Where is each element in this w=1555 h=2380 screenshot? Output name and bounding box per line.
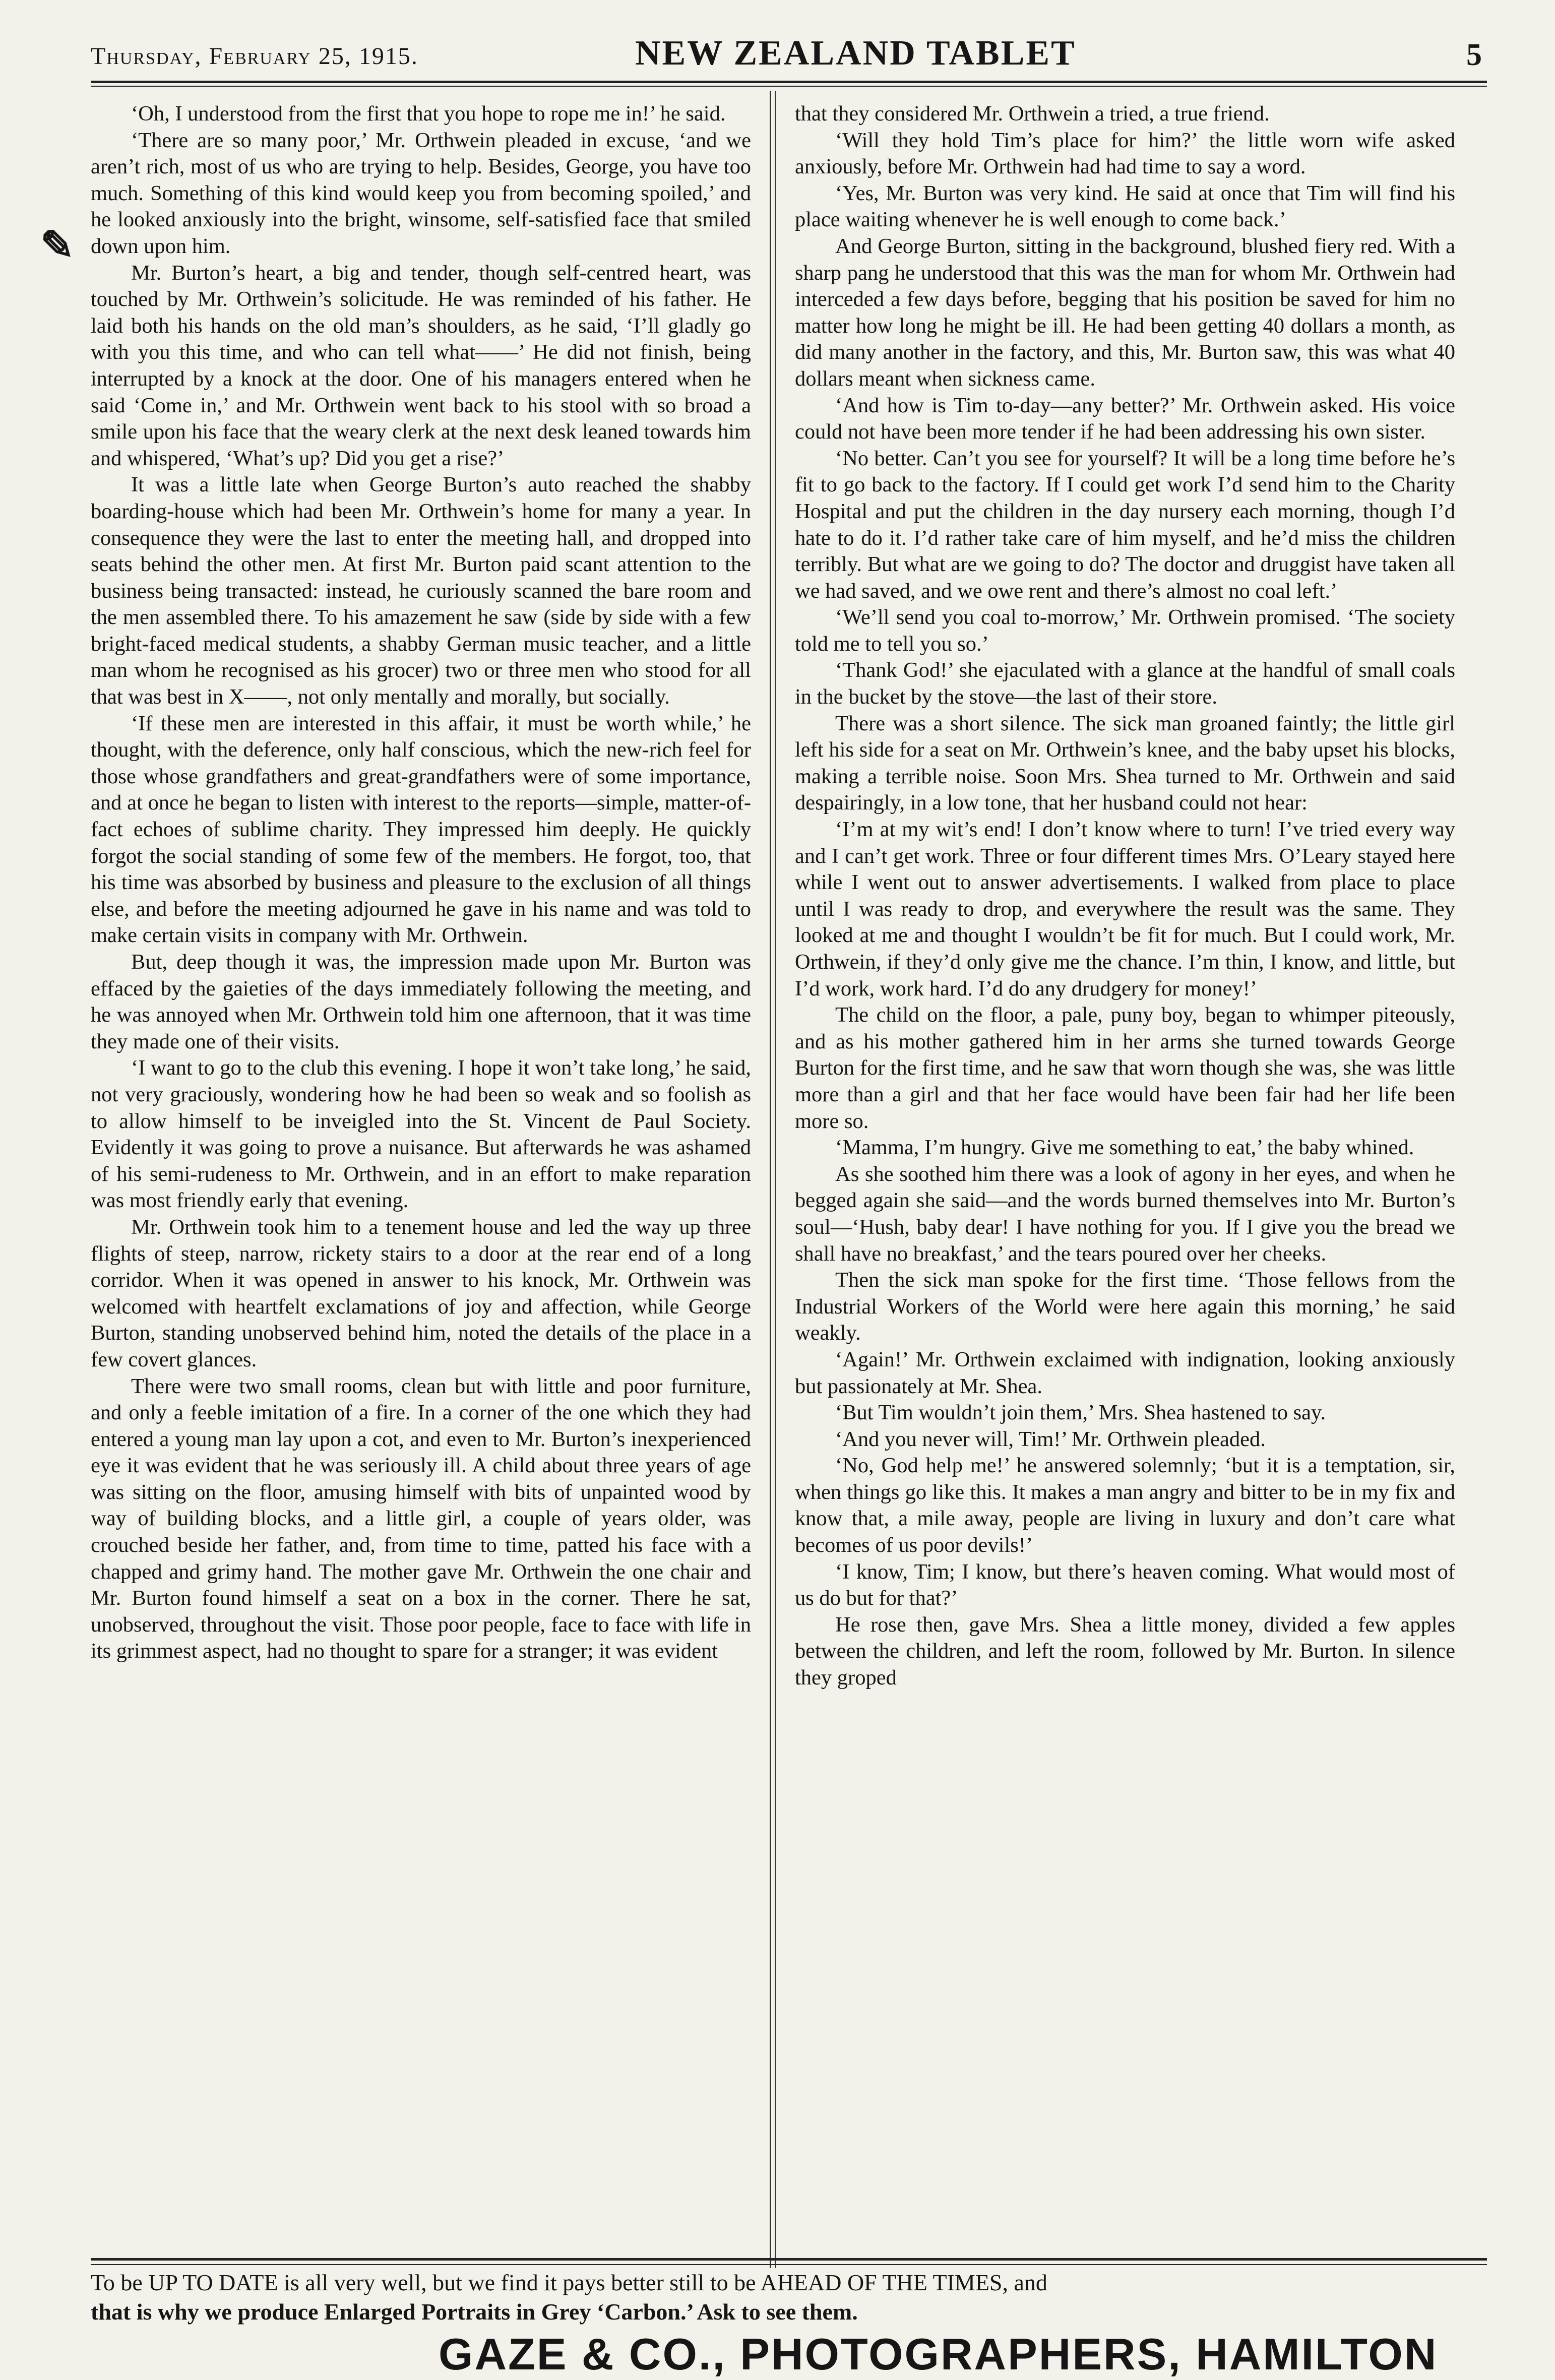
advertisement — [91, 2268, 1487, 2379]
paragraph: ‘But Tim wouldn’t join them,’ Mrs. Shea hastened to say. — [835, 1401, 1326, 1425]
paragraph: ‘We’ll send you coal to-morrow,’ Mr. Orthwein promised. ‘The society told me to tell you so.’ — [795, 605, 1455, 656]
paragraph: ‘There are so many poor,’ Mr. Orthwein pleaded in excuse, ‘and we aren’t rich, most of us who are trying to help. Besides, George, you have too much. Something of this kind would keep you from becoming spoiled,’ and he looked anxiously into the bright, winsome, self-satisfied face that smiled down upon him. — [91, 128, 751, 258]
paragraph: ‘If these men are interested in this affair, it must be worth while,’ he thought, with the deference, only half conscious, which the new-rich feel for those whose grandfathers and great-grandfathers were of some importance, and at once he began to listen with interest to the reports—simple, matter-of-fact echoes of sublime charity. They impressed him deeply. He quickly forgot the social standing of some few of the members. He forgot, too, that his time was absorbed by business and pleasure to the exclusion of all things else, and before the meeting adjourned he gave in his name and was told to make certain visits in company with Mr. Orthwein. — [91, 711, 751, 948]
page-header — [91, 33, 1482, 79]
paragraph: ‘No better. Can’t you see for yourself? It will be a long time before he’s fit to go back to the factory. If I could get work I’d send him to the Charity Hospital and put the children in the day nursery each morning, though I’d hate to do it. I’d rather take care of him myself, and he’d miss the children terribly. But what are we going to do? The doctor and druggist have taken all we had saved, and we owe rent and there’s almost no coal left.’ — [795, 446, 1455, 603]
paragraph: It was a little late when George Burton’s auto reached the shabby boarding-house which had been Mr. Orthwein’s home for many a year. In consequence they were the last to enter the meeting hall, and dropped into seats behind the other men. At first Mr. Burton paid scant attention to the business being transacted: instead, he curiously scanned the bare room and the men assembled there. To his amazement he saw (side by side with a few bright-faced medical students, a shabby German music teacher, and a little man whom he recognised as his grocer) two or three men who stood for all that was best in X——, not only mentally and morally, but socially. — [91, 473, 751, 709]
ad-line-1: To be UP TO DATE is all very well, but we find it pays better still to be AHEAD OF THE TIMES, and — [91, 2270, 1047, 2295]
paragraph: ‘Mamma, I’m hungry. Give me something to eat,’ the baby whined. — [835, 1136, 1414, 1160]
paragraph: ‘I know, Tim; I know, but there’s heaven coming. What would most of us do but for that?’ — [795, 1559, 1455, 1610]
paragraph: ‘Yes, Mr. Burton was very kind. He said at once that Tim will find his place waiting whenever he is well enough to come back.’ — [795, 181, 1455, 232]
masthead-title: NEW ZEALAND TABLET — [635, 34, 1076, 73]
paragraph: ‘Again!’ Mr. Orthwein exclaimed with indignation, looking anxiously but passionately at Mr. Shea. — [795, 1347, 1455, 1398]
column-divider — [770, 91, 771, 2268]
paragraph: Mr. Orthwein took him to a tenement house and led the way up three flights of steep, narrow, rickety stairs to a door at the rear end of a long corridor. When it was opened in answer to his knock, Mr. Orthwein was welcomed with heartfelt exclamations of joy and affection, while George Burton, standing unobserved behind him, noted the details of the place in a few covert glances. — [91, 1215, 751, 1371]
header-rule — [91, 81, 1487, 83]
ad-firm-name: GAZE & CO., PHOTOGRAPHERS, HAMILTON — [439, 2329, 1438, 2379]
paragraph: that they considered Mr. Orthwein a tried, a true friend. — [795, 102, 1270, 126]
paragraph: ‘And how is Tim to-day—any better?’ Mr. Orthwein asked. His voice could not have been more tender if he had been addressing his own sister. — [795, 393, 1455, 444]
paragraph: ‘Oh, I understood from the first that you hope to rope me in!’ he said. — [131, 102, 726, 126]
paragraph: There was a short silence. The sick man groaned faintly; the little girl left his side for a seat on Mr. Orthwein’s knee, and the baby upset his blocks, making a terrible noise. Soon Mrs. Shea turned to Mr. Orthwein and said despairingly, in a low tone, that her husband could not hear: — [795, 711, 1455, 815]
paragraph: ‘Thank God!’ she ejaculated with a glance at the handful of small coals in the bucket by the stove—the last of their store. — [795, 658, 1455, 709]
footer-rule-thin — [91, 2264, 1487, 2265]
paragraph: ‘Will they hold Tim’s place for him?’ the little worn wife asked anxiously, before Mr. Orthwein had had time to say a word. — [795, 128, 1455, 179]
footer-rule — [91, 2258, 1487, 2261]
margin-mark-icon: ✎ — [40, 224, 75, 268]
paragraph: And George Burton, sitting in the background, blushed fiery red. With a sharp pang he understood that this was the man for whom Mr. Orthwein had interceded a few days before, begging that his position be saved for him no matter how long he might be ill. He had been getting 40 dollars a month, as did many another in the factory, and this, Mr. Burton saw, this was what 40 dollars meant when sickness came. — [795, 234, 1455, 391]
paragraph: He rose then, gave Mrs. Shea a little money, divided a few apples between the children, and left the room, followed by Mr. Burton. In silence they groped — [795, 1612, 1455, 1690]
issue-date: Thursday, February 25, 1915. — [91, 43, 418, 70]
ad-line-2: that is why we produce Enlarged Portraits in Grey ‘Carbon.’ Ask to see them. — [91, 2299, 858, 2325]
paragraph: ‘I’m at my wit’s end! I don’t know where to turn! I’ve tried every way and I can’t get work. Three or four different times Mrs. O’Leary stayed here while I went out to answer advertisements. I walked from place to place until I was ready to drop, and everywhere the result was the same. They looked at me and thought I wouldn’t be fit for much. But I could work, Mr. Orthwein, if they’d only give me the chance. I’m thin, I know, and little, but I’d work, work hard. I’d do any drudgery for money!’ — [795, 818, 1455, 1000]
page-number: 5 — [1466, 38, 1482, 72]
paragraph: Mr. Burton’s heart, a big and tender, though self-centred heart, was touched by Mr. Orthwein’s solicitude. He was reminded of his father. He laid both his hands on the old man’s shoulders, as he said, ‘I’ll gladly go with you this time, and who can tell what——’ He did not finish, being interrupted by a knock at the door. One of his managers entered when he said ‘Come in,’ and Mr. Orthwein went back to his stool with so broad a smile upon his face that the weary clerk at the next desk leaned towards him and whispered, ‘What’s up? Did you get a rise?’ — [91, 261, 751, 470]
paragraph: The child on the floor, a pale, puny boy, began to whimper piteously, and as his mother gathered him in her arms she turned towards George Burton for the first time, and he saw that worn though she was, she was little more than a girl and that her face would have been fair had her life been more so. — [795, 1003, 1455, 1133]
header-rule-thin — [91, 86, 1487, 87]
paragraph: As she soothed him there was a look of agony in her eyes, and when he begged again she said—and the words burned themselves into Mr. Burton’s soul—‘Hush, baby dear! I have nothing for you. If I give you the bread we shall have no breakfast,’ and the tears poured over her cheeks. — [795, 1162, 1455, 1266]
right-column — [795, 101, 1455, 1692]
paragraph: But, deep though it was, the impression made upon Mr. Burton was effaced by the gaieties of the days immediately following the meeting, and he was annoyed when Mr. Orthwein told him one afternoon, that it was time they made one of their visits. — [91, 950, 751, 1053]
paragraph: There were two small rooms, clean but with little and poor furniture, and only a feeble imitation of a fire. In a corner of the one which they had entered a young man lay upon a cot, and even to Mr. Burton’s inexperienced eye it was evident that he was seriously ill. A child about three years of age was sitting on the floor, amusing himself with bits of unpainted wood by way of building blocks, and a little girl, a couple of years older, was crouched beside her father, and, from time to time, patted his face with a chapped and grimy hand. The mother gave Mr. Orthwein the one chair and Mr. Burton found himself a seat on a box in the corner. There he sat, unobserved, throughout the visit. Those poor people, face to face with life in its grimmest aspect, had no thought to spare for a stranger; it was evident — [91, 1374, 751, 1663]
paragraph: ‘No, God help me!’ he answered solemnly; ‘but it is a temptation, sir, when things go like this. It makes a man angry and bitter to be in my fix and know that, a mile away, people are living in luxury and don’t care what becomes of us poor devils!’ — [795, 1454, 1455, 1557]
column-divider-thin — [775, 91, 776, 2268]
paragraph: ‘And you never will, Tim!’ Mr. Orthwein pleaded. — [835, 1427, 1266, 1451]
paragraph: Then the sick man spoke for the first time. ‘Those fellows from the Industrial Workers of the World were here again this morning,’ he said weakly. — [795, 1268, 1455, 1345]
left-column — [91, 101, 751, 1665]
paragraph: ‘I want to go to the club this evening. I hope it won’t take long,’ he said, not very graciously, wondering how he had been so weak and so foolish as to allow himself to be inveigled into the St. Vincent de Paul Society. Evidently it was going to prove a nuisance. But afterwards he was ashamed of his semi-rudeness to Mr. Orthwein, and in an effort to make reparation was most friendly early that evening. — [91, 1056, 751, 1213]
